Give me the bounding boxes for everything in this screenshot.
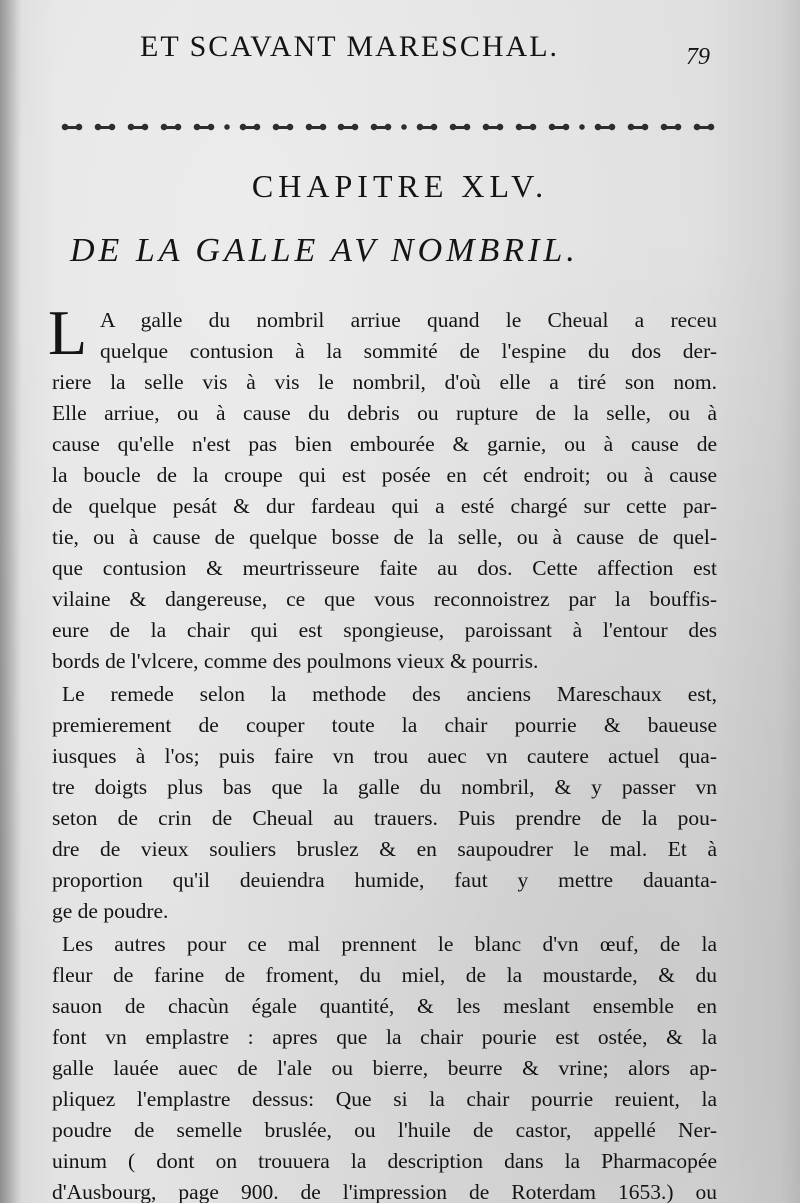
text-line: Les autres pour ce mal prennent le blanc d'vn œuf, de la (62, 932, 717, 956)
text-line: A galle du nombril arriue quand le Cheual a receu (100, 308, 717, 332)
text-line: font vn emplastre : apres que la chair pourie est ostée, & la (52, 1025, 717, 1049)
page-number: 79 (686, 44, 710, 70)
ornament-fleuron (479, 120, 507, 134)
ornament-dot (223, 120, 231, 134)
text-line: dre de vieux souliers bruslez & en saupoudrer le mal. Et à (52, 837, 717, 861)
text-line: vilaine & dangereuse, ce que vous reconnoistrez par la bouffis- (52, 587, 717, 611)
body-text (48, 297, 717, 1203)
text-line: cause qu'elle n'est pas bien embourée & garnie, ou à cause de (52, 432, 717, 456)
running-head (0, 30, 800, 70)
text-line: galle lauée auec de l'ale ou bierre, beurre & vrine; alors ap- (52, 1056, 717, 1080)
text-line: Le remede selon la methode des anciens Mareschaux est, (62, 682, 717, 706)
chapter-subheading: DE LA GALLE AV NOMBRIL. (70, 232, 579, 269)
ornament-fleuron (657, 120, 685, 134)
ornament-fleuron (367, 120, 395, 134)
ornament-fleuron (269, 120, 297, 134)
ornament-fleuron (236, 120, 264, 134)
text-line: eure de la chair qui est spongieuse, paroissant à l'entour des (52, 618, 717, 642)
drop-cap: L (48, 297, 88, 368)
ornament-fleuron (591, 120, 619, 134)
ornament-fleuron (413, 120, 441, 134)
ornament-fleuron (512, 120, 540, 134)
ornament-fleuron (157, 120, 185, 134)
text-line: quelque contusion à la sommité de l'espine du dos der- (100, 339, 717, 363)
ornament-fleuron (545, 120, 573, 134)
chapter-heading: CHAPITRE XLV. (251, 168, 549, 204)
ornament-rule (58, 116, 718, 138)
text-line: Elle arriue, ou à cause du debris ou rupture de la selle, ou à (52, 401, 717, 425)
ornament-fleuron (58, 120, 86, 134)
paragraph-3 (52, 929, 717, 1203)
ornament-dot (578, 120, 586, 134)
text-line: bords de l'vlcere, comme des poulmons vieux & pourris. (52, 649, 539, 673)
text-line: la boucle de la croupe qui est posée en cét endroit; ou à cause (52, 463, 717, 487)
ornament-fleuron (302, 120, 330, 134)
ornament-fleuron (624, 120, 652, 134)
ornament-fleuron (91, 120, 119, 134)
ornament-fleuron (690, 120, 718, 134)
text-line: riere la selle vis à vis le nombril, d'où elle a tiré son nom. (52, 370, 717, 394)
ornament-fleuron (124, 120, 152, 134)
text-line: pliquez l'emplastre dessus: Que si la chair pourrie reuient, la (52, 1087, 717, 1111)
ornament-fleuron (190, 120, 218, 134)
text-line: seton de crin de Cheual au trauers. Puis prendre de la pou- (52, 806, 717, 830)
text-line: ge de poudre. (52, 899, 169, 923)
text-line: que contusion & meurtrisseure faite au dos. Cette affection est (52, 556, 717, 580)
ornament-fleuron (446, 120, 474, 134)
text-line: fleur de farine de froment, du miel, de la moustarde, & du (52, 963, 717, 987)
paragraph-2 (52, 679, 717, 927)
paragraph-1 (48, 297, 717, 677)
running-title: ET SCAVANT MARESCHAL. (140, 30, 560, 63)
text-line: tre doigts plus bas que la galle du nombril, & y passer vn (52, 775, 717, 799)
ornament-fleuron (334, 120, 362, 134)
text-line: iusques à l'os; puis faire vn trou auec vn cautere actuel qua- (52, 744, 717, 768)
text-line: tie, ou à cause de quelque bosse de la selle, ou à cause de quel- (52, 525, 717, 549)
text-line: d'Ausbourg, page 900. de l'impression de Roterdam 1653.) ou (52, 1180, 717, 1203)
text-line: premierement de couper toute la chair pourrie & baueuse (52, 713, 717, 737)
text-line: de quelque pesát & dur fardeau qui a esté chargé sur cette par- (52, 494, 717, 518)
text-line: poudre de semelle bruslée, ou l'huile de castor, appellé Ner- (52, 1118, 717, 1142)
text-line: uinum ( dont on trouuera la description dans la Pharmacopée (52, 1149, 717, 1173)
ornament-dot (400, 120, 408, 134)
text-line: proportion qu'il deuiendra humide, faut y mettre dauanta- (52, 868, 717, 892)
text-line: sauon de chacùn égale quantité, & les meslant ensemble en (52, 994, 717, 1018)
